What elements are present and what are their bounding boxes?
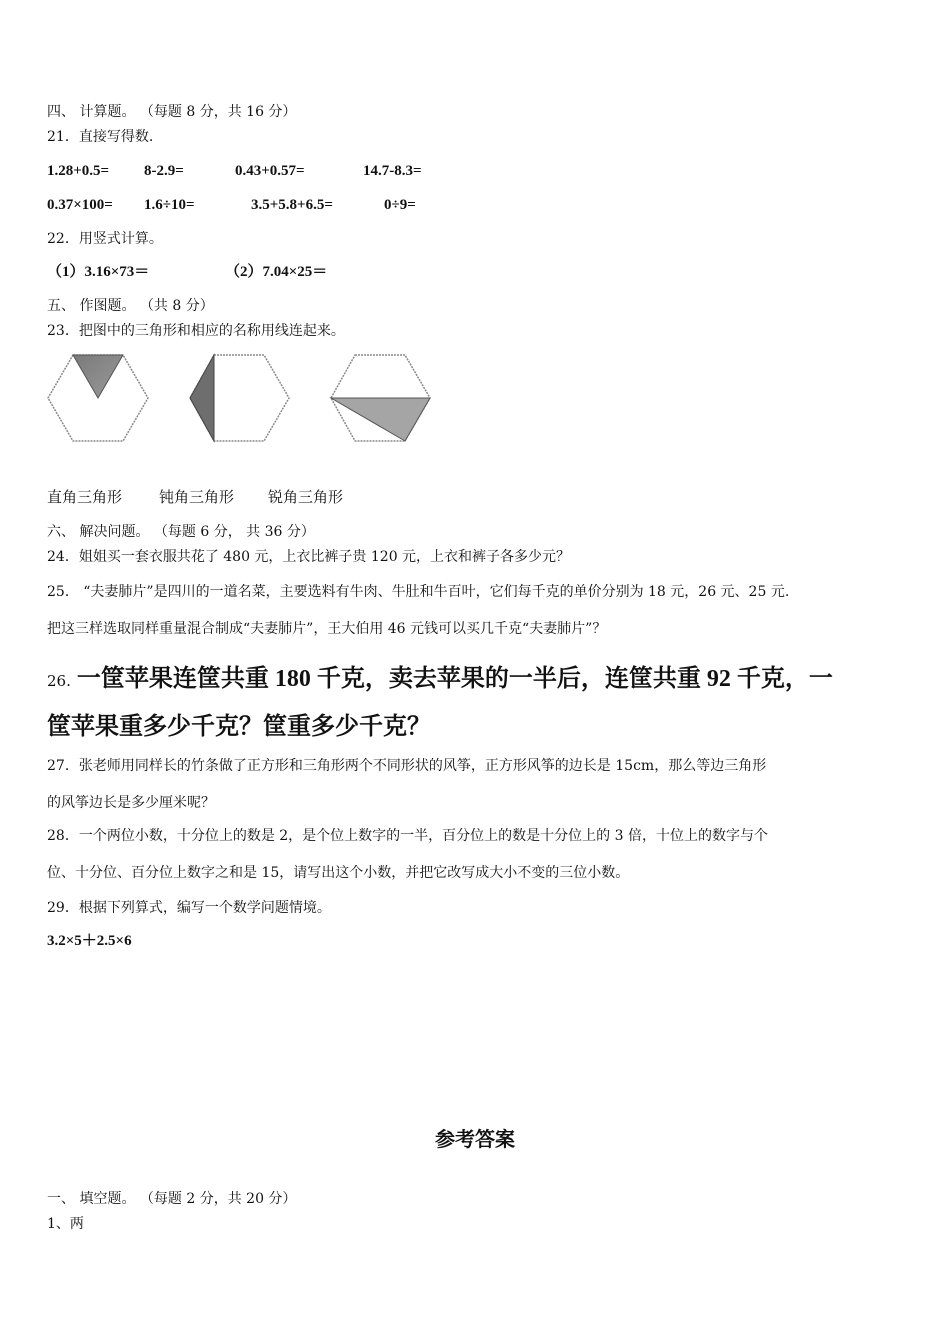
label-obtuse-triangle: 钝角三角形 (159, 488, 235, 506)
q21-expr: 0.37×100= (47, 197, 113, 213)
q22-item-1: （1）3.16×73＝ (47, 264, 150, 280)
section4-heading: 四、 计算题。 （每题 8 分，共 16 分） (47, 104, 297, 120)
q22-title: 22．用竖式计算。 (47, 231, 163, 247)
label-acute-triangle: 锐角三角形 (268, 488, 344, 506)
section5-heading: 五、 作图题。 （共 8 分） (47, 298, 214, 314)
q26-line1 (47, 664, 833, 696)
q21-expr: 8-2.9= (144, 163, 184, 179)
answer-1: 1、两 (47, 1216, 84, 1232)
q28-line1: 28．一个两位小数，十分位上的数是 2，是个位上数字的一半，百分位上的数是十分位上的 3 倍，十位上的数字与个 (47, 828, 768, 844)
q21-expr: 3.5+5.8+6.5= (251, 197, 333, 213)
q23-title: 23．把图中的三角形和相应的名称用线连起来。 (47, 323, 345, 339)
q26-number: 26. (47, 672, 71, 690)
q22-item-2: （2）7.04×25＝ (225, 264, 328, 280)
q21-expr: 14.7-8.3= (363, 163, 422, 179)
q21-title: 21．直接写得数. (47, 129, 154, 145)
label-right-triangle: 直角三角形 (47, 488, 123, 506)
answers-title: 参考答案 (435, 1127, 515, 1151)
q21-expr: 1.28+0.5= (47, 163, 110, 179)
section6-heading: 六、 解决问题。 （每题 6 分， 共 36 分） (47, 524, 315, 540)
hexagon-figure-3-icon (331, 355, 430, 441)
answers-section1-heading: 一、 填空题。 （每题 2 分，共 20 分） (47, 1191, 297, 1207)
q28-line2: 位、十分位、百分位上数字之和是 15，请写出这个小数，并把它改写成大小不变的三位小数。 (47, 865, 630, 881)
q25-line2: 把这三样选取同样重量混合制成“夫妻肺片”，王大伯用 46 元钱可以买几千克“夫妻肺片”？ (47, 621, 607, 637)
q27-line2: 的风筝边长是多少厘米呢？ (47, 795, 215, 811)
q25-line1: 25． “夫妻肺片”是四川的一道名菜，主要选料有牛肉、牛肚和牛百叶，它们每千克的单价分别为 18 元，26 元、25 元. (47, 584, 790, 600)
q26-text: 一筐苹果连筐共重 180 千克，卖去苹果的一半后，连筐共重 92 千克，一 (76, 666, 833, 692)
hexagon-figure-1-icon (48, 355, 148, 441)
hexagon-figure-2-icon (190, 355, 289, 441)
q24-text: 24．姐姐买一套衣服共花了 480 元，上衣比裤子贵 120 元，上衣和裤子各多少元？ (47, 549, 571, 565)
q26-line2: 筐苹果重多少千克？筐重多少千克？ (47, 714, 431, 740)
q29-expression: 3.2×5＋2.5×6 (47, 933, 132, 949)
q21-expr: 1.6÷10= (144, 197, 195, 213)
q27-line1: 27．张老师用同样长的竹条做了正方形和三角形两个不同形状的风筝，正方形风筝的边长是 15cm，那么等边三角形 (47, 758, 767, 774)
q29-title: 29．根据下列算式，编写一个数学问题情境。 (47, 900, 331, 916)
q21-expr: 0÷9= (384, 197, 416, 213)
q21-expr: 0.43+0.57= (235, 163, 305, 179)
